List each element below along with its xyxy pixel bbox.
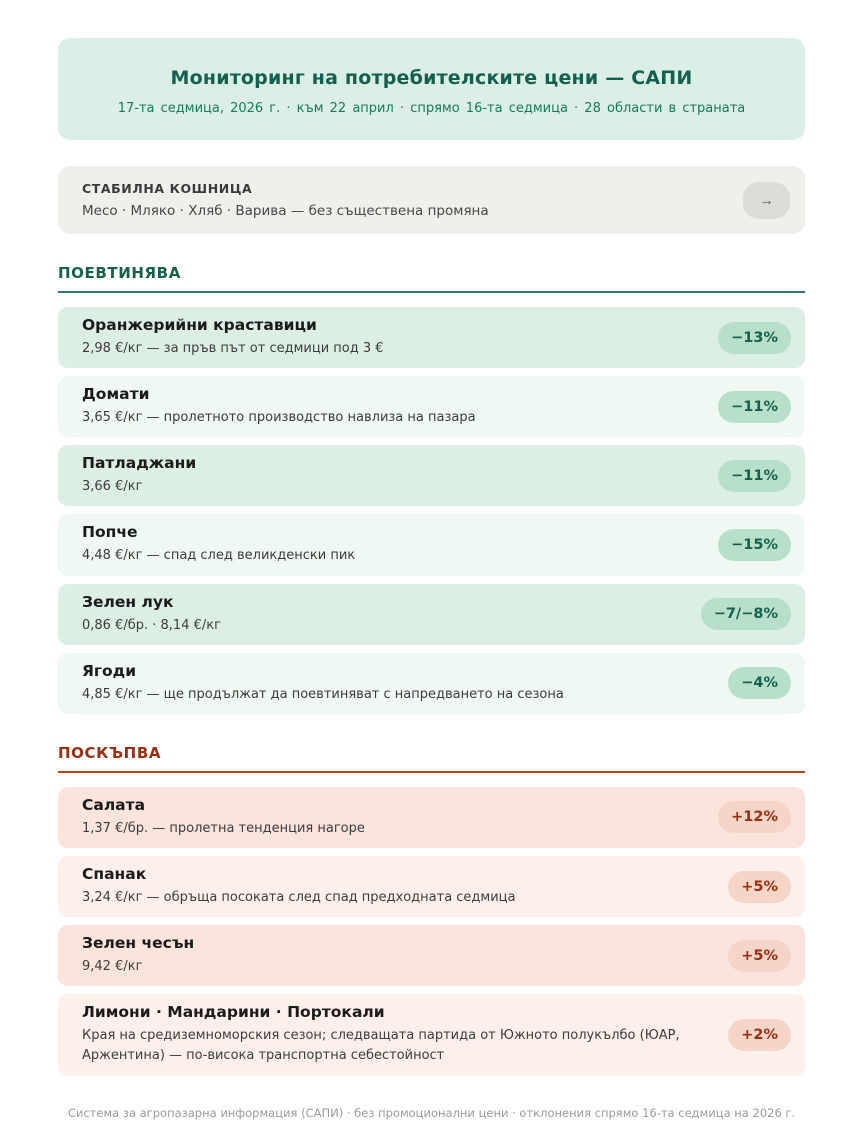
page — [58, 0, 805, 1146]
change-badge: −4% — [728, 667, 791, 699]
item-row — [58, 376, 805, 437]
change-badge: −11% — [718, 391, 791, 423]
item-text — [82, 865, 516, 908]
item-text — [82, 796, 365, 839]
item-detail: 9,42 €/кг — [82, 959, 143, 975]
section-title: ПОЕВТИНЯВА — [58, 264, 805, 293]
item-text — [82, 593, 221, 636]
footer-note: Система за агропазарна информация (САПИ) · без промоционални цени · отклонения спрямо 16-та седмица на 2026 г. — [67, 1105, 796, 1120]
stable-basket-card — [58, 166, 805, 234]
change-badge: −7/−8% — [701, 598, 791, 630]
change-badge: +2% — [728, 1019, 791, 1051]
item-detail: Края на средиземноморския сезон; следващата партида от Южното полукълбо (ЮАР, Аржентина) — по-висока транспортна себестойност — [82, 1028, 680, 1064]
item-name: Попче — [82, 523, 138, 542]
section-poskupva — [58, 744, 805, 1076]
item-row — [58, 307, 805, 368]
section-title: ПОСКЪПВА — [58, 744, 805, 773]
item-row — [58, 653, 805, 714]
item-row — [58, 514, 805, 575]
item-name: Домати — [82, 385, 150, 404]
item-detail: 0,86 €/бр. · 8,14 €/кг — [82, 617, 221, 633]
stable-basket-title: СТАБИЛНА КОШНИЦА — [82, 181, 253, 196]
item-row — [58, 925, 805, 986]
item-text — [82, 934, 194, 977]
item-name: Патладжани — [82, 454, 197, 473]
basket-expand-button[interactable] — [743, 182, 790, 219]
item-detail: 3,66 €/кг — [82, 479, 143, 495]
item-text — [82, 523, 355, 566]
item-row — [58, 856, 805, 917]
item-detail: 2,98 €/кг — за пръв път от седмици под 3 € — [82, 341, 384, 356]
item-name: Зелен чесън — [82, 934, 195, 953]
item-row — [58, 445, 805, 506]
section-rows — [58, 787, 805, 1076]
page-subtitle: 17-та седмица, 2026 г. · към 22 април · спрямо 16-та седмица · 28 области в страната — [117, 101, 746, 116]
stable-basket-text — [82, 181, 489, 219]
item-text — [82, 454, 196, 497]
stable-basket-description: Месо · Мляко · Хляб · Варива — без съществена промяна — [82, 203, 489, 219]
item-detail: 4,85 €/кг — ще продължат да поевтиняват с напредването на сезона — [82, 686, 564, 702]
change-badge: −11% — [718, 460, 791, 492]
arrow-right-icon: → — [759, 192, 774, 208]
item-text — [82, 1003, 702, 1066]
section-rows — [58, 307, 805, 714]
item-name: Спанак — [82, 864, 147, 883]
item-name: Лимони · Мандарини · Портокали — [82, 1003, 385, 1022]
item-name: Салата — [82, 795, 146, 814]
change-badge: +12% — [718, 801, 791, 833]
sections — [58, 264, 805, 1076]
change-badge: −15% — [718, 529, 791, 561]
item-detail: 3,24 €/кг — обръща посоката след спад предходната седмица — [82, 889, 516, 905]
change-badge: +5% — [728, 940, 791, 972]
item-row — [58, 787, 805, 848]
page-title: Мониторинг на потребителските цени — САПИ — [170, 67, 693, 89]
item-detail: 1,37 €/бр. — пролетна тенденция нагоре — [82, 820, 365, 836]
item-name: Зелен лук — [82, 592, 174, 611]
change-badge: −13% — [718, 322, 791, 354]
item-text — [82, 385, 476, 428]
item-row — [58, 584, 805, 645]
item-detail: 4,48 €/кг — спад след великденски пик — [82, 548, 356, 564]
change-badge: +5% — [728, 871, 791, 903]
section-poevtiniava — [58, 264, 805, 714]
item-text — [82, 316, 384, 359]
item-row — [58, 994, 805, 1075]
item-text — [82, 662, 564, 705]
item-name: Ягоди — [82, 661, 137, 680]
item-detail: 3,65 €/кг — пролетното производство навлиза на пазара — [82, 410, 476, 426]
header-card — [58, 38, 805, 140]
item-name: Оранжерийни краставици — [82, 316, 317, 334]
